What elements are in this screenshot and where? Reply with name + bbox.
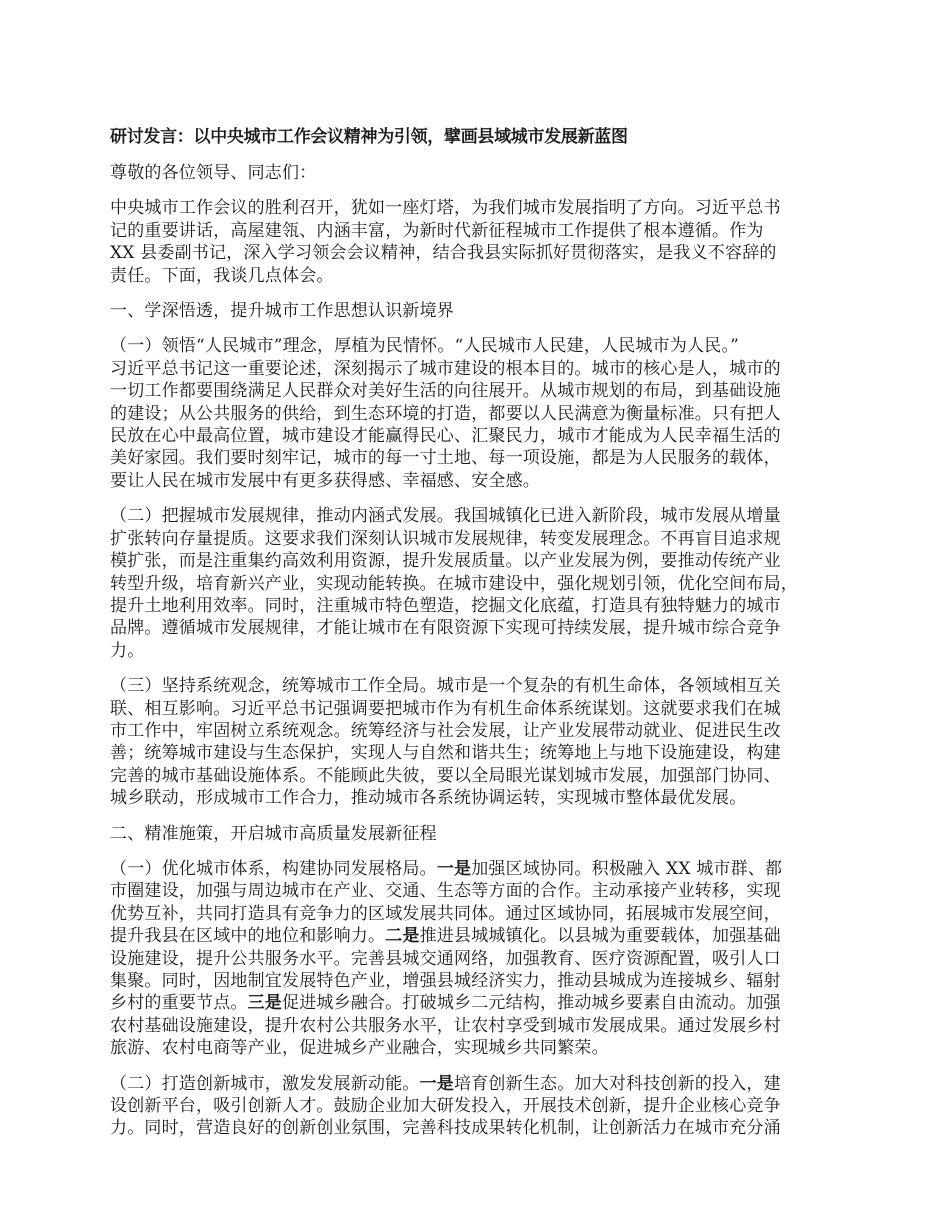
text-line: 民放在心中最高位置，城市建设才能赢得民心、汇聚民力，城市才能成为人民幸福生活的: [110, 426, 781, 447]
line-pre: （一）优化城市体系，构建协同发展格局。: [110, 858, 437, 879]
text-line: 城乡联动，形成城市工作合力，推动城市各系统协调运转，实现城市整体最优发展。: [110, 788, 747, 809]
line-pre: 提升我县在区域中的地位和影响力。: [110, 926, 386, 947]
emphasis: 三是: [247, 993, 283, 1014]
line-pre: 乡村的重要节点。: [110, 993, 248, 1014]
text-line: 力。: [110, 640, 145, 661]
text-line: 习近平总书记这一重要论述，深刻揭示了城市建设的根本目的。城市的核心是人，城市的: [110, 358, 781, 379]
emphasis: 一是: [419, 1073, 455, 1094]
document-page: [110, 126, 850, 1153]
text-line: 提升土地利用效率。同时，注重城市特色塑造，挖掘文化底蕴，打造具有独特魅力的城市: [110, 595, 781, 616]
text-line: 一切工作都要围绕满足人民群众对美好生活的向往展开。从城市规划的布局，到基础设施: [110, 381, 781, 402]
text-line: 的建设；从公共服务的供给，到生态环境的打造，都要以人民满意为衡量标准。只有把人: [110, 403, 781, 424]
line-post: 加强区域协同。积极融入 XX 城市群、都: [471, 858, 783, 879]
text-line: 责任。下面，我谈几点体会。: [110, 265, 334, 286]
greeting-text: 尊敬的各位领导、同志们：: [110, 163, 317, 183]
greeting: [110, 162, 850, 184]
section-2-paragraph-1: [110, 858, 850, 1060]
text-line: 转型升级，培育新兴产业，实现动能转换。在城市建设中，强化规划引领，优化空间布局，: [110, 573, 798, 594]
heading-text: 一、学深悟透，提升城市工作思想认识新境界: [110, 301, 454, 322]
line-pre: （二）打造创新城市，激发发展新动能。: [110, 1073, 420, 1094]
line-post: 促进城乡融合。打破城乡二元结构，推动城乡要素自由流动。加强: [282, 993, 781, 1014]
text-line: （二）把握城市发展规律，推动内涵式发展。我国城镇化已进入新阶段，城市发展从增量: [110, 506, 781, 527]
text-line: 旅游、农村电商等产业，促进城乡产业融合，实现城乡共同繁荣。: [110, 1038, 609, 1059]
text-line: [110, 992, 850, 1014]
text-line: 联、相互影响。习近平总书记强调要把城市作为有机生命体系统谋划。这就要求我们在城: [110, 698, 781, 719]
heading-text: 二、精准施策，开启城市高质量发展新征程: [110, 823, 437, 844]
text-line: 善；统筹城市建设与生态保护，实现人与自然和谐共生；统筹地上与地下设施建设，构建: [110, 743, 781, 764]
text-line: 集聚。同时，因地制宜发展特色产业，增强县城经济实力，推动县城成为连接城乡、辐射: [110, 971, 781, 991]
text-line: [110, 1073, 850, 1095]
text-line: 美好家园。我们要时刻牢记，城市的每一寸土地、每一项设施，都是为人民服务的载体，: [110, 448, 781, 469]
text-line: XX 县委副书记，深入学习领会会议精神，结合我县实际抓好贯彻落实，是我义不容辞的: [110, 243, 777, 264]
text-line: 市圈建设，加强与周边城市在产业、交通、生态等方面的合作。主动承接产业转移，实现: [110, 881, 781, 902]
text-line: [110, 925, 850, 947]
text-line: 优势互补，共同打造具有竞争力的区域发展共同体。通过区域协同，拓展城市发展空间，: [110, 903, 781, 924]
text-line: 完善的城市基础设施体系。不能顾此失彼，要以全局眼光谋划城市发展，加强部门协同、: [110, 765, 781, 786]
section-2-paragraph-2: [110, 1073, 850, 1140]
text-line: 设创新平台，吸引创新人才。鼓励企业加大研发投入，开展技术创新，提升企业核心竞争: [110, 1096, 781, 1117]
text-line: 中央城市工作会议的胜利召开，犹如一座灯塔，为我们城市发展指明了方向。习近平总书: [110, 198, 781, 219]
emphasis: 二是: [385, 926, 420, 947]
text-line: 设施建设，提升公共服务水平。完善县城交通网络，加强教育、医疗资源配置，吸引人口: [110, 948, 781, 969]
text-line: 品牌。遵循城市发展规律，才能让城市在有限资源下实现可持续发展，提升城市综合竞争: [110, 618, 781, 639]
document-title: 研讨发言：以中央城市工作会议精神为引领，擘画县域城市发展新蓝图: [110, 127, 628, 147]
section-1-heading: [110, 300, 850, 322]
line-post: 培育创新生态。加大对科技创新的投入，建: [454, 1073, 781, 1094]
emphasis: 一是: [436, 858, 472, 879]
text-line: 模扩张，而是注重集约高效利用资源，提升发展质量。以产业发展为例，要推动传统产业: [110, 551, 781, 572]
text-line: （一）领悟“人民城市”理念，厚植为民情怀。“人民城市人民建，人民城市为人民。”: [110, 336, 740, 357]
section-2-heading: [110, 823, 850, 845]
text-line: 扩张转向存量提质。这要求我们深刻认识城市发展规律，转变发展理念。不再盲目追求规: [110, 528, 781, 549]
text-line: 农村基础设施建设，提升农村公共服务水平，让农村享受到城市发展成果。通过发展乡村: [110, 1015, 781, 1036]
text-line: 力。同时，营造良好的创新创业氛围，完善科技成果转化机制，让创新活力在城市充分涌: [110, 1118, 781, 1139]
text-line: [110, 858, 850, 880]
section-1-paragraph-3: [110, 675, 850, 809]
intro-paragraph: [110, 197, 850, 287]
text-line: 市工作中，牢固树立系统观念。统筹经济与社会发展，让产业发展带动就业、促进民生改: [110, 720, 781, 741]
section-1-paragraph-2: [110, 505, 850, 662]
text-line: 要让人民在城市发展中有更多获得感、幸福感、安全感。: [110, 470, 540, 491]
text-line: 记的重要讲话，高屋建瓴、内涵丰富，为新时代新征程城市工作提供了根本遵循。作为: [110, 220, 764, 241]
section-1-paragraph-1: [110, 335, 850, 492]
text-line: （三）坚持系统观念，统筹城市工作全局。城市是一个复杂的有机生命体，各领域相互关: [110, 676, 781, 697]
line-post: 推进县城城镇化。以县城为重要载体，加强基础: [419, 926, 781, 947]
